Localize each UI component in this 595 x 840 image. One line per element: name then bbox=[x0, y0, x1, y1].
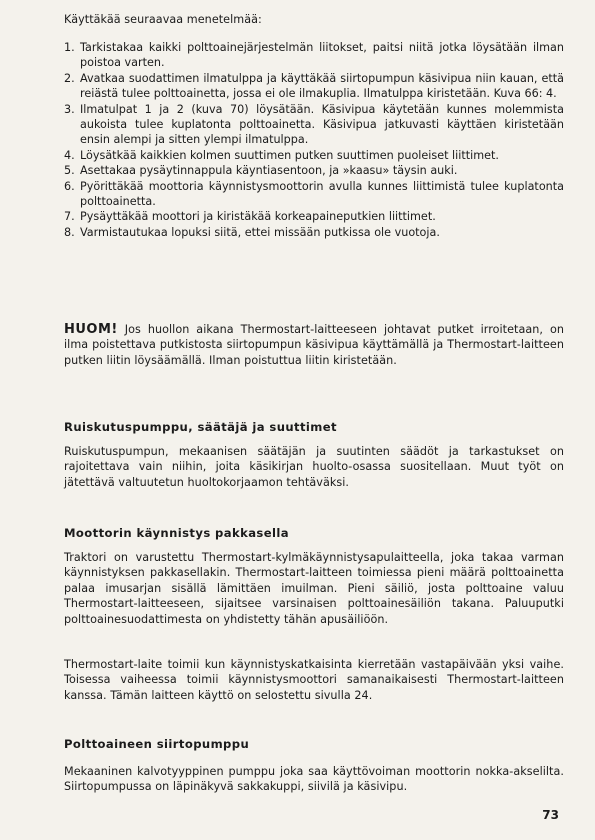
list-item bbox=[64, 40, 564, 71]
step-text: Varmistautukaa lopuksi siitä, ettei missään putkissa ole vuotoja. bbox=[80, 225, 440, 239]
step-number: 3. bbox=[64, 102, 75, 116]
step-text: Avatkaa suodattimen ilmatulppa ja käyttäkää siirtopumpun käsivipua niin kauan, että reiästä tulee polttoainetta, jossa ei ole ilmakuplia. Ilmatulppa kiristetään. Kuva 66: 4. bbox=[80, 71, 564, 101]
procedure-steps bbox=[64, 40, 564, 240]
section-paragraph: Mekaaninen kalvotyyppinen pumppu joka saa käyttövoiman moottorin nokka-akselilta. Siirtopumpussa on läpinäkyvä sakkakuppi, siivilä ja käsivipu. bbox=[64, 765, 564, 794]
step-number: 6. bbox=[64, 179, 75, 193]
step-text: Pysäyttäkää moottori ja kiristäkää korkeapaineputkien liittimet. bbox=[80, 210, 436, 224]
list-item bbox=[64, 148, 564, 163]
step-text: Ilmatulpat 1 ja 2 (kuva 70) löysätään. Käsivipua käytetään kunnes molemmista aukoista tulee kuplatonta polttoainetta. Käsivipua jatkuvasti käyttäen kiristetään ensin alempi ja sitten ylempi ilmatulppa. bbox=[80, 102, 564, 147]
step-number: 8. bbox=[64, 225, 75, 239]
step-number: 4. bbox=[64, 148, 75, 162]
step-text: Pyörittäkää moottoria käynnistysmoottorin avulla kunnes liittimistä tulee kuplatonta polttoainetta. bbox=[80, 179, 564, 209]
intro-text: Käyttäkää seuraavaa menetelmää: bbox=[64, 13, 262, 26]
section-paragraph: Thermostart-laite toimii kun käynnistyskatkaisinta kierretään vastapäivään yksi vaihe. Toisessa vaiheessa toimii käynnistysmoottori samanaikaisesti Thermostart-laitteen kanssa. Tämän laitteen käyttö on selostettu sivulla 24. bbox=[64, 658, 564, 702]
note-lead: HUOM! bbox=[64, 322, 118, 337]
note-text: Jos huollon aikana Thermostart-laitteeseen johtavat putket irroitetaan, on ilma poistettava putkistosta siirtopumpun käsivipua käyttämällä ja Thermostart-laitteen putken liitin löysäämällä. Ilman poistuttua liitin kiristetään. bbox=[64, 323, 564, 367]
step-number: 2. bbox=[64, 71, 75, 85]
step-text: Löysätkää kaikkien kolmen suuttimen putken suuttimen puoleiset liittimet. bbox=[80, 148, 499, 162]
section-heading: Moottorin käynnistys pakkasella bbox=[64, 526, 289, 540]
section-heading: Ruiskutuspumppu, säätäjä ja suuttimet bbox=[64, 420, 337, 434]
list-item bbox=[64, 209, 564, 224]
section-heading: Polttoaineen siirtopumppu bbox=[64, 737, 250, 751]
list-item bbox=[64, 71, 564, 102]
step-number: 7. bbox=[64, 210, 75, 224]
step-text: Asettakaa pysäytinnappula käyntiasentoon, ja »kaasu» täysin auki. bbox=[80, 164, 458, 178]
section-paragraph: Ruiskutuspumpun, mekaanisen säätäjän ja suutinten säädöt ja tarkastukset on rajoitettava vain niihin, joita käsikirjan huolto-osassa suositellaan. Muut työt on jätettävä valtuutetun huoltokorjaamon tehtäväksi. bbox=[64, 445, 564, 489]
step-number: 1. bbox=[64, 41, 75, 54]
list-item bbox=[64, 225, 564, 240]
list-item bbox=[64, 163, 564, 178]
section-paragraph: Traktori on varustettu Thermostart-kylmäkäynnistysapulaitteella, joka takaa varman käynnistyksen pakkasellakin. Thermostart-laitteen toimiessa pieni määrä polttoainetta palaa imusarjan sisällä lämittäen imuilman. Pieni säiliö, josta polttoaine valuu Thermostart-laitteeseen, sijaitsee varsinaisen polttoainesäiliön takana. Paluuputki polttoainesuodattimesta on yhdistetty tähän apusäiliöön. bbox=[64, 551, 564, 626]
step-number: 5. bbox=[64, 164, 75, 178]
list-item bbox=[64, 102, 564, 148]
step-text: Tarkistakaa kaikki polttoainejärjestelmän liitokset, paitsi niitä jotka löysätään ilman poistoa varten. bbox=[80, 41, 564, 70]
page-number: 73 bbox=[542, 808, 559, 822]
note-paragraph bbox=[64, 322, 564, 368]
list-item bbox=[64, 179, 564, 210]
